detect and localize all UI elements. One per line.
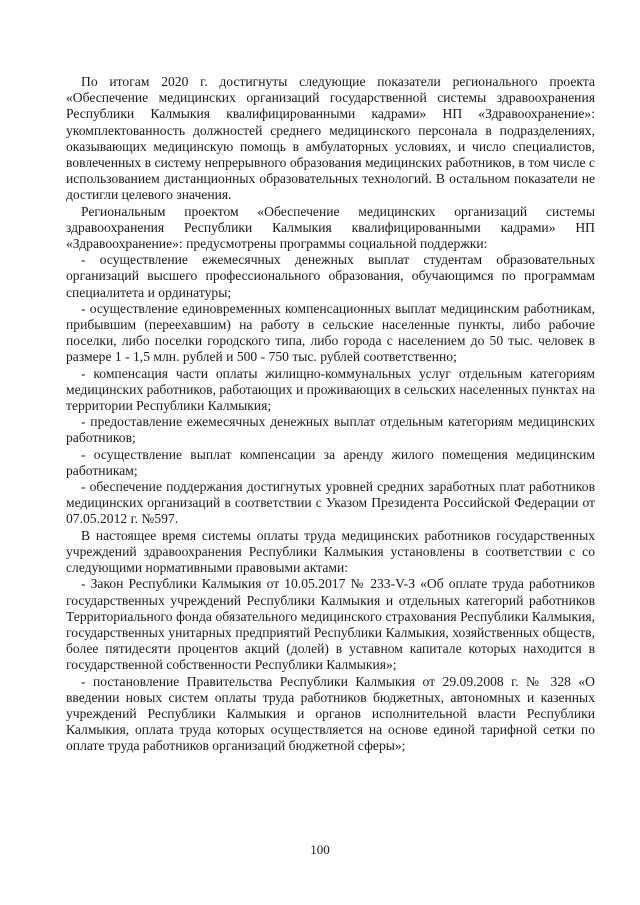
list-item-student-payments: - осуществление ежемесячных денежных выплат студентам образовательных организаций высшего профессионального образования, обучающимся по программам специалитета и ординатуры; bbox=[66, 252, 595, 300]
list-item-resolution-328: - постановление Правительства Республики Калмыкия от 29.09.2008 г. № 328 «О введении новых систем оплаты труда работников бюджетных, автономных и казенных учреждений Республики Калмыкия и органов исполнительной власти Республики Калмыкия, оплата труда которых осуществляется на основе единой тарифной сетки по оплате труда работников организаций бюджетной сферы»; bbox=[66, 673, 595, 754]
paragraph-results-2020: По итогам 2020 г. достигнуты следующие показатели регионального проекта «Обеспечение медицинских организаций государственной системы здравоохранения Республики Калмыкия квалифицированными кадрами» НП «Здравоохранение»: укомплектованность должностей среднего медицинского персонала в подразделениях, оказывающих медицинскую помощь в амбулаторных условиях, и число специалистов, вовлеченных в систему непрерывного образования медицинских работников, в том числе с использованием дистанционных образовательных технологий. В остальном показатели не достигли целевого значения. bbox=[66, 74, 595, 203]
list-item-one-time-compensation: - осуществление единовременных компенсационных выплат медицинским работникам, прибывшим (переехавшим) на работу в сельские населенные пункты, либо рабочие поселки, либо поселки городского типа, либо города с населением до 50 тыс. человек в размере 1 - 1,5 млн. рублей и 500 - 750 тыс. рублей соответственно; bbox=[66, 300, 595, 365]
list-item-law-233: - Закон Республики Калмыкия от 10.05.2017 № 233-V-З «Об оплате труда работников государственных учреждений Республики Калмыкия и отдельных категорий работников Территориального фонда обязательного медицинского страхования Республики Калмыкия, государственных унитарных предприятий Республики Калмыкия, хозяйственных обществ, более пятидесяти процентов акций (долей) в уставном капитале которых находится в государственной собственности Республики Калмыкия»; bbox=[66, 576, 595, 673]
list-item-rent-compensation: - осуществление выплат компенсации за аренду жилого помещения медицинским работникам; bbox=[66, 446, 595, 478]
list-item-salary-levels: - обеспечение поддержания достигнутых уровней средних заработных плат работников медицинских организаций в соответствии с Указом Президента Российской Федерации от 07.05.2012 г. №597. bbox=[66, 479, 595, 527]
list-item-monthly-payments: - предоставление ежемесячных денежных выплат отдельным категориям медицинских работников; bbox=[66, 414, 595, 446]
body-text bbox=[66, 74, 595, 755]
paragraph-pay-systems: В настоящее время системы оплаты труда медицинских работников государственных учреждений здравоохранения Республики Калмыкия установлены в соответствии с со следующими нормативными правовыми актами: bbox=[66, 527, 595, 576]
page-number: 100 bbox=[310, 842, 330, 857]
list-item-utility-compensation: - компенсация части оплаты жилищно-коммунальных услуг отдельным категориям медицинских работников, работающих и проживающих в сельских населенных пунктах на территории Республики Калмыкия; bbox=[66, 365, 595, 414]
paragraph-social-support-intro: Региональным проектом «Обеспечение медицинских организаций системы здравоохранения Республики Калмыкия квалифицированными кадрами» НП «Здравоохранение»: предусмотрены программы социальной поддержки: bbox=[66, 203, 595, 252]
